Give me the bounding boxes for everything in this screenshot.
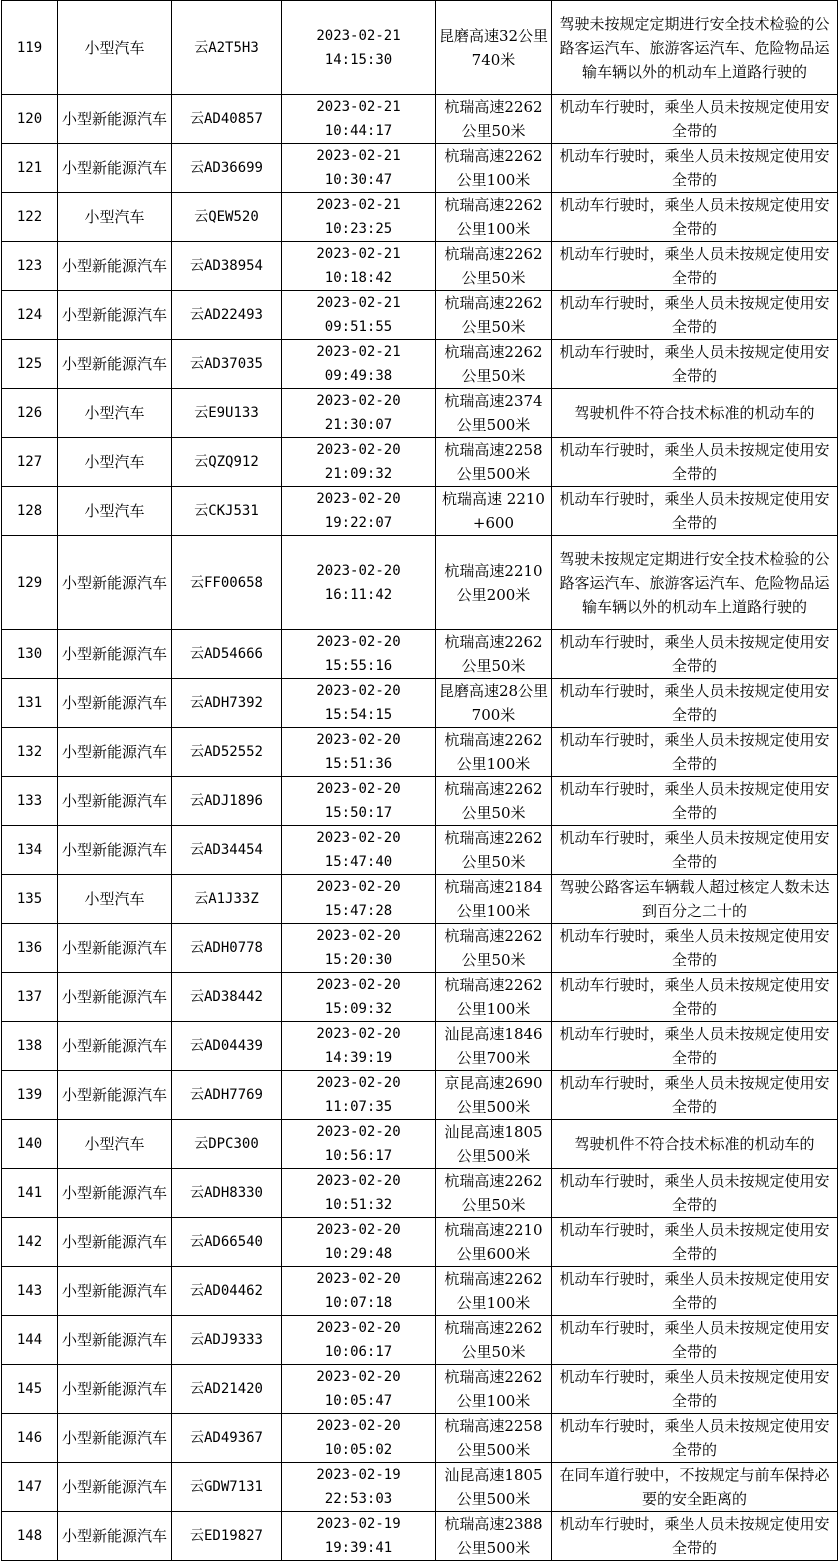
vehicle-type: 小型新能源汽车 [58, 144, 172, 193]
violation-location: 杭瑞高速2258公里500米 [436, 438, 552, 487]
violation-location: 杭瑞高速2262公里50米 [436, 1316, 552, 1365]
record-number: 137 [2, 973, 58, 1022]
record-number: 119 [2, 1, 58, 95]
violation-datetime [282, 924, 436, 973]
violation-location: 杭瑞高速2262公里50米 [436, 777, 552, 826]
table-row [2, 193, 838, 242]
violation-datetime [282, 340, 436, 389]
vehicle-type: 小型新能源汽车 [58, 1316, 172, 1365]
violation-time: 15:47:28 [324, 903, 393, 919]
record-number: 133 [2, 777, 58, 826]
record-number: 142 [2, 1218, 58, 1267]
violation-time: 09:51:55 [324, 319, 393, 335]
violation-time: 15:54:15 [324, 707, 393, 723]
violation-datetime [282, 973, 436, 1022]
violation-time: 10:05:47 [324, 1393, 393, 1409]
record-number: 147 [2, 1463, 58, 1512]
plate-number: 云AD21420 [172, 1365, 282, 1414]
violation-date: 2023-02-20 [316, 781, 401, 797]
plate-number: 云AD37035 [172, 340, 282, 389]
plate-number: 云A1J33Z [172, 875, 282, 924]
vehicle-type: 小型新能源汽车 [58, 340, 172, 389]
violation-datetime [282, 438, 436, 487]
violation-datetime [282, 630, 436, 679]
violation-datetime [282, 1414, 436, 1463]
table-row [2, 95, 838, 144]
violation-time: 10:30:47 [324, 172, 393, 188]
vehicle-type: 小型新能源汽车 [58, 1414, 172, 1463]
record-number: 129 [2, 536, 58, 630]
plate-number: 云CKJ531 [172, 487, 282, 536]
violation-description: 机动车行驶时，乘坐人员未按规定使用安全带的 [552, 242, 838, 291]
violation-datetime [282, 728, 436, 777]
violation-date: 2023-02-20 [316, 634, 401, 650]
plate-number: 云ED19827 [172, 1512, 282, 1561]
violation-date: 2023-02-20 [316, 1222, 401, 1238]
violation-location: 杭瑞高速2262公里50米 [436, 826, 552, 875]
vehicle-type: 小型新能源汽车 [58, 1022, 172, 1071]
record-number: 130 [2, 630, 58, 679]
violation-location: 杭瑞高速2184公里100米 [436, 875, 552, 924]
violation-date: 2023-02-20 [316, 1369, 401, 1385]
vehicle-type: 小型新能源汽车 [58, 95, 172, 144]
table-row [2, 389, 838, 438]
violation-location: 杭瑞高速2388公里500米 [436, 1512, 552, 1561]
violation-date: 2023-02-21 [316, 148, 401, 164]
violation-date: 2023-02-20 [316, 683, 401, 699]
table-row [2, 340, 838, 389]
record-number: 128 [2, 487, 58, 536]
violation-date: 2023-02-20 [316, 977, 401, 993]
table-row [2, 242, 838, 291]
plate-number: 云AD54666 [172, 630, 282, 679]
violation-date: 2023-02-20 [316, 1418, 401, 1434]
violation-time: 21:30:07 [324, 417, 393, 433]
violation-datetime [282, 193, 436, 242]
violation-datetime [282, 777, 436, 826]
vehicle-type: 小型新能源汽车 [58, 973, 172, 1022]
violation-date: 2023-02-20 [316, 1075, 401, 1091]
vehicle-type: 小型新能源汽车 [58, 728, 172, 777]
violation-description: 驾驶未按规定定期进行安全技术检验的公路客运汽车、旅游客运汽车、危险物品运输车辆以外的机动车上道路行驶的 [552, 536, 838, 630]
violation-date: 2023-02-20 [316, 1026, 401, 1042]
violation-location: 杭瑞高速2374公里500米 [436, 389, 552, 438]
record-number: 121 [2, 144, 58, 193]
violation-description: 机动车行驶时，乘坐人员未按规定使用安全带的 [552, 973, 838, 1022]
plate-number: 云ADH0778 [172, 924, 282, 973]
table-row [2, 1120, 838, 1169]
violation-location: 汕昆高速1805公里500米 [436, 1463, 552, 1512]
vehicle-type: 小型汽车 [58, 875, 172, 924]
violation-date: 2023-02-20 [316, 393, 401, 409]
violation-location: 杭瑞高速2262公里50米 [436, 340, 552, 389]
violation-date: 2023-02-19 [316, 1516, 401, 1532]
record-number: 135 [2, 875, 58, 924]
violation-location: 杭瑞高速2262公里50米 [436, 291, 552, 340]
violation-time: 15:50:17 [324, 805, 393, 821]
violation-date: 2023-02-21 [316, 99, 401, 115]
violation-description: 机动车行驶时，乘坐人员未按规定使用安全带的 [552, 924, 838, 973]
violation-description: 机动车行驶时，乘坐人员未按规定使用安全带的 [552, 144, 838, 193]
violation-time: 10:56:17 [324, 1148, 393, 1164]
violation-location: 杭瑞高速2210公里600米 [436, 1218, 552, 1267]
plate-number: 云AD04439 [172, 1022, 282, 1071]
record-number: 122 [2, 193, 58, 242]
violation-date: 2023-02-20 [316, 928, 401, 944]
plate-number: 云AD66540 [172, 1218, 282, 1267]
violation-date: 2023-02-20 [316, 442, 401, 458]
record-number: 123 [2, 242, 58, 291]
table-row [2, 438, 838, 487]
violation-location: 杭瑞高速2262公里50米 [436, 630, 552, 679]
violation-time: 21:09:32 [324, 466, 393, 482]
vehicle-type: 小型汽车 [58, 487, 172, 536]
violation-datetime [282, 291, 436, 340]
violation-datetime [282, 1218, 436, 1267]
record-number: 143 [2, 1267, 58, 1316]
violation-location: 杭瑞高速2262公里100米 [436, 193, 552, 242]
violation-description: 机动车行驶时，乘坐人员未按规定使用安全带的 [552, 291, 838, 340]
plate-number: 云AD36699 [172, 144, 282, 193]
violation-datetime [282, 1316, 436, 1365]
record-number: 134 [2, 826, 58, 875]
plate-number: 云AD34454 [172, 826, 282, 875]
violation-datetime [282, 1512, 436, 1561]
record-number: 125 [2, 340, 58, 389]
violation-location: 杭瑞高速2262公里100米 [436, 144, 552, 193]
violation-date: 2023-02-21 [316, 197, 401, 213]
violation-description: 机动车行驶时，乘坐人员未按规定使用安全带的 [552, 438, 838, 487]
violation-time: 15:09:32 [324, 1001, 393, 1017]
violation-location: 昆磨高速28公里700米 [436, 679, 552, 728]
vehicle-type: 小型新能源汽车 [58, 242, 172, 291]
violation-datetime [282, 1, 436, 95]
record-number: 136 [2, 924, 58, 973]
violation-date: 2023-02-21 [316, 295, 401, 311]
violation-date: 2023-02-21 [316, 27, 401, 44]
violation-description: 机动车行驶时，乘坐人员未按规定使用安全带的 [552, 487, 838, 536]
violation-description: 在同车道行驶中，不按规定与前车保持必要的安全距离的 [552, 1463, 838, 1512]
violation-time: 15:51:36 [324, 756, 393, 772]
violation-datetime [282, 242, 436, 291]
plate-number: 云AD52552 [172, 728, 282, 777]
record-number: 138 [2, 1022, 58, 1071]
record-number: 126 [2, 389, 58, 438]
violation-location: 杭瑞高速2262公里100米 [436, 728, 552, 777]
table-row [2, 1022, 838, 1071]
violation-datetime [282, 1463, 436, 1512]
violation-datetime [282, 536, 436, 630]
record-number: 141 [2, 1169, 58, 1218]
record-number: 140 [2, 1120, 58, 1169]
vehicle-type: 小型汽车 [58, 193, 172, 242]
violation-location: 杭瑞高速2262公里50米 [436, 924, 552, 973]
table-row [2, 1071, 838, 1120]
violation-description: 机动车行驶时，乘坐人员未按规定使用安全带的 [552, 1169, 838, 1218]
violation-time: 11:07:35 [324, 1099, 393, 1115]
violation-time: 14:39:19 [324, 1050, 393, 1066]
record-number: 131 [2, 679, 58, 728]
plate-number: 云AD49367 [172, 1414, 282, 1463]
violation-time: 10:07:18 [324, 1295, 393, 1311]
violation-location: 杭瑞高速 2210+600 [436, 487, 552, 536]
violation-description: 机动车行驶时，乘坐人员未按规定使用安全带的 [552, 340, 838, 389]
table-row [2, 1414, 838, 1463]
table-row [2, 144, 838, 193]
table-row [2, 924, 838, 973]
table-row [2, 291, 838, 340]
plate-number: 云QZQ912 [172, 438, 282, 487]
violation-location: 杭瑞高速2262公里50米 [436, 1169, 552, 1218]
plate-number: 云AD40857 [172, 95, 282, 144]
violation-records-body [2, 1, 838, 1561]
violation-datetime [282, 826, 436, 875]
table-row [2, 728, 838, 777]
violation-time: 10:18:42 [324, 270, 393, 286]
vehicle-type: 小型新能源汽车 [58, 1512, 172, 1561]
violation-date: 2023-02-20 [316, 562, 401, 579]
vehicle-type: 小型汽车 [58, 389, 172, 438]
violation-datetime [282, 1365, 436, 1414]
violation-description: 驾驶未按规定定期进行安全技术检验的公路客运汽车、旅游客运汽车、危险物品运输车辆以外的机动车上道路行驶的 [552, 1, 838, 95]
violation-datetime [282, 679, 436, 728]
violation-location: 杭瑞高速2262公里50米 [436, 242, 552, 291]
violation-description: 驾驶机件不符合技术标准的机动车的 [552, 389, 838, 438]
violation-time: 14:15:30 [324, 51, 393, 68]
violation-location: 杭瑞高速2262公里50米 [436, 95, 552, 144]
plate-number: 云ADH8330 [172, 1169, 282, 1218]
violation-location: 汕昆高速1846公里700米 [436, 1022, 552, 1071]
table-row [2, 1463, 838, 1512]
record-number: 145 [2, 1365, 58, 1414]
violation-description: 驾驶机件不符合技术标准的机动车的 [552, 1120, 838, 1169]
violation-description: 机动车行驶时，乘坐人员未按规定使用安全带的 [552, 1365, 838, 1414]
violation-time: 10:44:17 [324, 123, 393, 139]
vehicle-type: 小型汽车 [58, 438, 172, 487]
violation-datetime [282, 1267, 436, 1316]
violation-time: 19:39:41 [324, 1540, 393, 1556]
violation-description: 驾驶公路客运车辆载人超过核定人数未达到百分之二十的 [552, 875, 838, 924]
table-row [2, 536, 838, 630]
vehicle-type: 小型新能源汽车 [58, 1267, 172, 1316]
violation-date: 2023-02-20 [316, 1271, 401, 1287]
plate-number: 云ADH7769 [172, 1071, 282, 1120]
plate-number: 云AD38442 [172, 973, 282, 1022]
vehicle-type: 小型新能源汽车 [58, 826, 172, 875]
violation-description: 机动车行驶时，乘坐人员未按规定使用安全带的 [552, 777, 838, 826]
violation-time: 10:05:02 [324, 1442, 393, 1458]
vehicle-type: 小型新能源汽车 [58, 679, 172, 728]
violation-location: 杭瑞高速2262公里100米 [436, 1365, 552, 1414]
violation-date: 2023-02-20 [316, 491, 401, 507]
table-row [2, 826, 838, 875]
table-row [2, 973, 838, 1022]
violation-datetime [282, 1120, 436, 1169]
violation-location: 京昆高速2690公里500米 [436, 1071, 552, 1120]
violation-description: 机动车行驶时，乘坐人员未按规定使用安全带的 [552, 1316, 838, 1365]
violation-description: 机动车行驶时，乘坐人员未按规定使用安全带的 [552, 728, 838, 777]
plate-number: 云ADJ9333 [172, 1316, 282, 1365]
plate-number: 云ADJ1896 [172, 777, 282, 826]
violation-location: 杭瑞高速2210公里200米 [436, 536, 552, 630]
violation-description: 机动车行驶时，乘坐人员未按规定使用安全带的 [552, 1512, 838, 1561]
violation-description: 机动车行驶时，乘坐人员未按规定使用安全带的 [552, 1414, 838, 1463]
violation-date: 2023-02-20 [316, 830, 401, 846]
violation-time: 22:53:03 [324, 1491, 393, 1507]
plate-number: 云E9U133 [172, 389, 282, 438]
violation-time: 15:20:30 [324, 952, 393, 968]
table-row [2, 1512, 838, 1561]
violation-time: 15:47:40 [324, 854, 393, 870]
violation-location: 昆磨高速32公里740米 [436, 1, 552, 95]
plate-number: 云AD22493 [172, 291, 282, 340]
record-number: 148 [2, 1512, 58, 1561]
vehicle-type: 小型新能源汽车 [58, 1463, 172, 1512]
table-row [2, 1267, 838, 1316]
vehicle-type: 小型新能源汽车 [58, 291, 172, 340]
plate-number: 云QEW520 [172, 193, 282, 242]
record-number: 144 [2, 1316, 58, 1365]
violation-date: 2023-02-20 [316, 732, 401, 748]
table-row [2, 1169, 838, 1218]
violation-time: 09:49:38 [324, 368, 393, 384]
violation-description: 机动车行驶时，乘坐人员未按规定使用安全带的 [552, 1267, 838, 1316]
violation-date: 2023-02-21 [316, 246, 401, 262]
violation-location: 杭瑞高速2262公里100米 [436, 1267, 552, 1316]
plate-number: 云AD04462 [172, 1267, 282, 1316]
violation-location: 杭瑞高速2262公里100米 [436, 973, 552, 1022]
violation-time: 15:55:16 [324, 658, 393, 674]
violation-description: 机动车行驶时，乘坐人员未按规定使用安全带的 [552, 95, 838, 144]
vehicle-type: 小型新能源汽车 [58, 630, 172, 679]
table-row [2, 487, 838, 536]
violation-time: 10:06:17 [324, 1344, 393, 1360]
violation-description: 机动车行驶时，乘坐人员未按规定使用安全带的 [552, 193, 838, 242]
violation-datetime [282, 487, 436, 536]
record-number: 146 [2, 1414, 58, 1463]
vehicle-type: 小型汽车 [58, 1120, 172, 1169]
plate-number: 云FF00658 [172, 536, 282, 630]
violation-time: 19:22:07 [324, 515, 393, 531]
vehicle-type: 小型新能源汽车 [58, 924, 172, 973]
violation-description: 机动车行驶时，乘坐人员未按规定使用安全带的 [552, 1218, 838, 1267]
violation-date: 2023-02-20 [316, 1173, 401, 1189]
violation-location: 杭瑞高速2258公里500米 [436, 1414, 552, 1463]
record-number: 124 [2, 291, 58, 340]
plate-number: 云A2T5H3 [172, 1, 282, 95]
violation-time: 16:11:42 [324, 586, 393, 603]
violation-records-table [1, 0, 838, 1561]
table-row [2, 1218, 838, 1267]
vehicle-type: 小型新能源汽车 [58, 1218, 172, 1267]
record-number: 132 [2, 728, 58, 777]
vehicle-type: 小型新能源汽车 [58, 536, 172, 630]
plate-number: 云AD38954 [172, 242, 282, 291]
violation-datetime [282, 1022, 436, 1071]
record-number: 127 [2, 438, 58, 487]
table-row [2, 1365, 838, 1414]
violation-date: 2023-02-21 [316, 344, 401, 360]
violation-time: 10:23:25 [324, 221, 393, 237]
vehicle-type: 小型汽车 [58, 1, 172, 95]
violation-datetime [282, 144, 436, 193]
plate-number: 云GDW7131 [172, 1463, 282, 1512]
violation-description: 机动车行驶时，乘坐人员未按规定使用安全带的 [552, 679, 838, 728]
vehicle-type: 小型新能源汽车 [58, 1071, 172, 1120]
violation-time: 10:29:48 [324, 1246, 393, 1262]
violation-datetime [282, 875, 436, 924]
plate-number: 云ADH7392 [172, 679, 282, 728]
violation-date: 2023-02-19 [316, 1467, 401, 1483]
vehicle-type: 小型新能源汽车 [58, 1169, 172, 1218]
plate-number: 云DPC300 [172, 1120, 282, 1169]
vehicle-type: 小型新能源汽车 [58, 1365, 172, 1414]
violation-datetime [282, 1071, 436, 1120]
violation-date: 2023-02-20 [316, 1320, 401, 1336]
violation-date: 2023-02-20 [316, 879, 401, 895]
record-number: 120 [2, 95, 58, 144]
violation-location: 汕昆高速1805公里500米 [436, 1120, 552, 1169]
table-row [2, 1, 838, 95]
table-row [2, 630, 838, 679]
violation-description: 机动车行驶时，乘坐人员未按规定使用安全带的 [552, 1022, 838, 1071]
vehicle-type: 小型新能源汽车 [58, 777, 172, 826]
record-number: 139 [2, 1071, 58, 1120]
violation-time: 10:51:32 [324, 1197, 393, 1213]
violation-datetime [282, 95, 436, 144]
violation-datetime [282, 1169, 436, 1218]
table-row [2, 679, 838, 728]
violation-datetime [282, 389, 436, 438]
table-row [2, 875, 838, 924]
violation-description: 机动车行驶时，乘坐人员未按规定使用安全带的 [552, 1071, 838, 1120]
violation-date: 2023-02-20 [316, 1124, 401, 1140]
violation-description: 机动车行驶时，乘坐人员未按规定使用安全带的 [552, 630, 838, 679]
violation-description: 机动车行驶时，乘坐人员未按规定使用安全带的 [552, 826, 838, 875]
table-row [2, 1316, 838, 1365]
table-row [2, 777, 838, 826]
